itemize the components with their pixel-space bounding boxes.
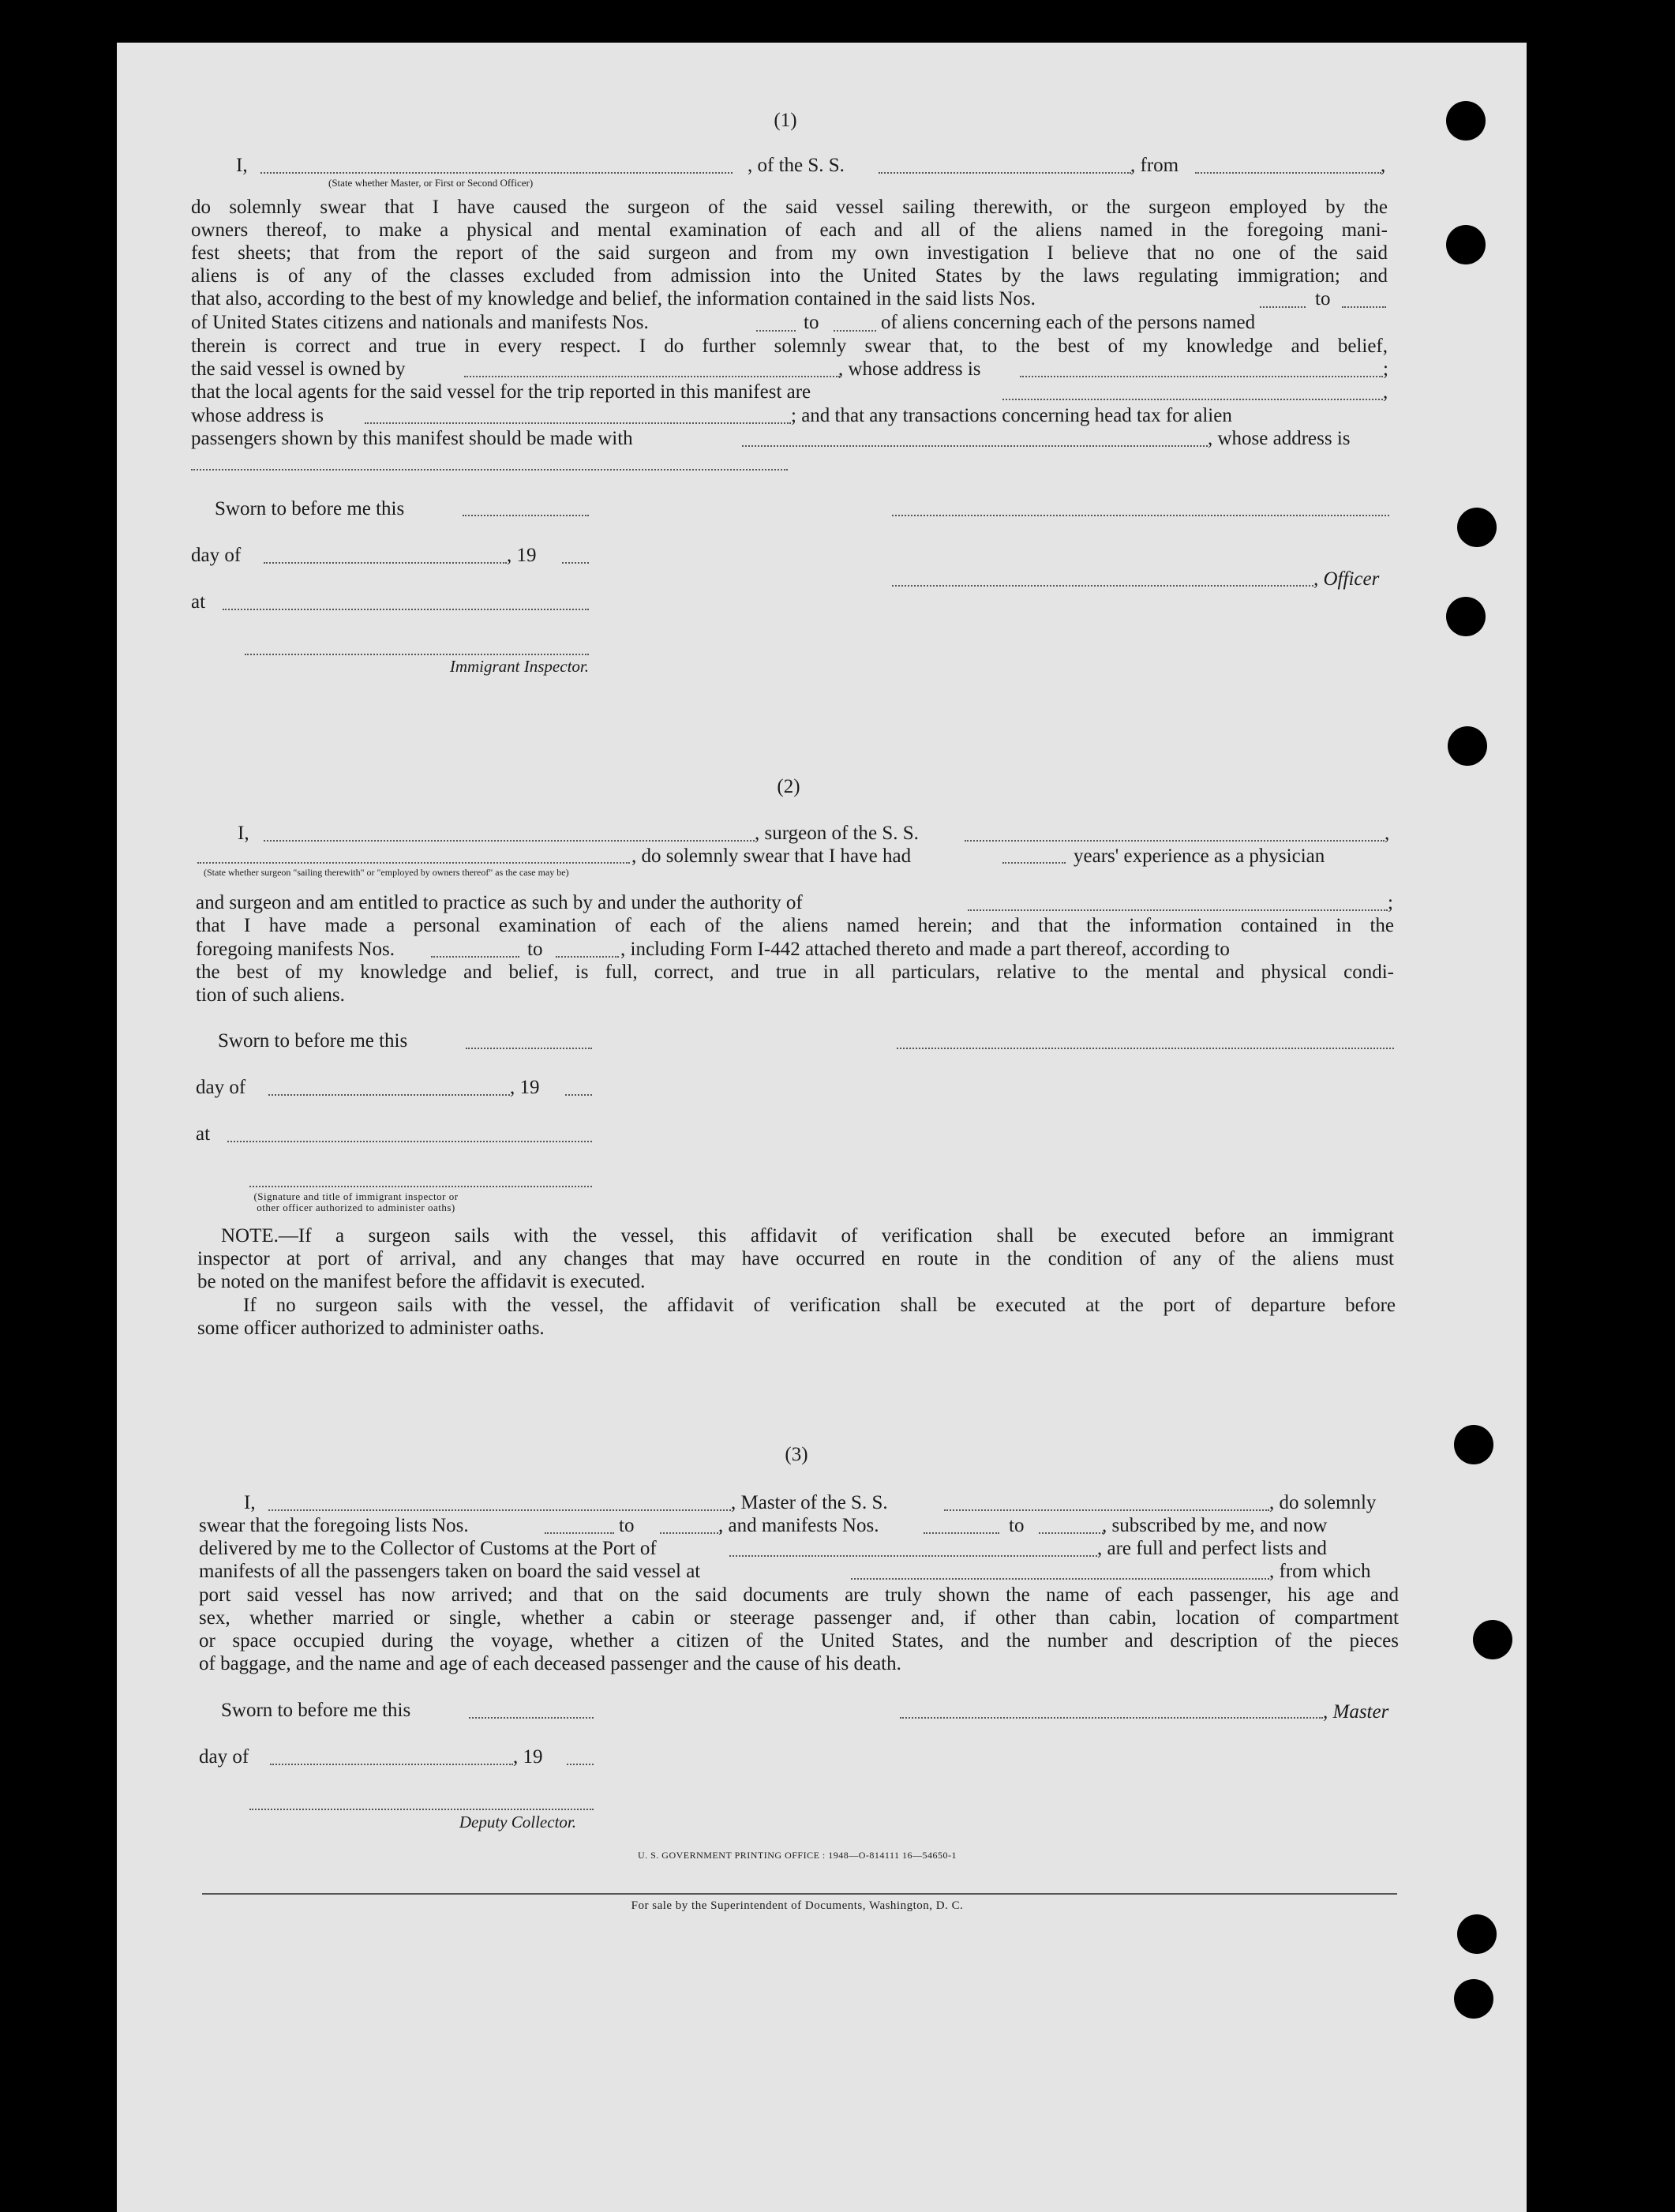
s2-line: that I have made a personal examination of each of the aliens named herein; and that the information contained in the [196,915,1394,936]
s2-note-line-end: be noted on the manifest before the affidavit is executed. [197,1271,646,1292]
s3-boarded-at-field[interactable] [851,1578,1269,1580]
s1-l5b: to [1315,288,1331,309]
s2-status-field[interactable] [197,862,630,864]
section-3-heading: (3) [785,1444,808,1465]
s1-manifests-to-field[interactable] [834,330,876,332]
s2-year-field[interactable] [565,1094,592,1096]
s2-l5a: foregoing manifests Nos. [196,939,395,960]
s2-note2-line: If no surgeon sails with the vessel, the affidavit of verification shall be executed at the port of departure before [243,1295,1396,1316]
punch-hole [1457,1914,1497,1954]
s1-day-of: day of [191,545,242,566]
s1-from: , from [1130,155,1179,176]
s1-officer-label: , Officer [1313,568,1380,590]
s1-comma: , [1381,155,1386,176]
s1-l11a: passengers shown by this manifest should be made with [191,428,633,449]
s3-line: sex, whether married or single, whether a cabin or steerage passenger and, if other than cabin, location of compartment [199,1607,1399,1629]
s3-line-end: of baggage, and the name and age of each deceased passenger and the cause of his death. [199,1653,901,1674]
s2-note-line: inspector at port of arrival, and any changes that may have occurred en route in the condition of any of the aliens must [197,1248,1394,1269]
s3-lists-from-field[interactable] [545,1532,614,1534]
s2-surgeon-of: , surgeon of the S. S. [755,823,919,844]
s3-collector-caption: Deputy Collector. [459,1813,576,1831]
s3-port-field[interactable] [729,1555,1097,1557]
s2-sig-caption: (Signature and title of immigrant inspector or [253,1190,459,1202]
s1-line: therein is correct and true in every respect. I do further solemnly swear that, to the best of my knowledge and belief, [191,336,1388,357]
punch-hole [1446,101,1486,141]
s1-inspector-caption: Immigrant Inspector. [449,657,589,676]
s1-line: owners thereof, to make a physical and mental examination of each and all of the aliens named in the foregoing mani- [191,219,1388,241]
s1-l5a: that also, according to the best of my knowledge and belief, the information contained in the said lists Nos. [191,288,1036,309]
s1-officer-signature-line[interactable] [892,515,1389,516]
s1-lists-to-field[interactable] [1342,306,1386,308]
s1-l10a: whose address is [191,405,324,426]
s3-l3b: , are full and perfect lists and [1097,1538,1327,1559]
s1-owner-field[interactable] [464,376,840,377]
s3-l2d: to [1009,1515,1025,1536]
s3-day-of: day of [199,1746,249,1768]
s1-l8c: ; [1383,358,1388,380]
s3-l2a: swear that the foregoing lists Nos. [199,1515,469,1536]
s1-ship-name-field[interactable] [879,172,1131,174]
s1-l9b: , [1383,381,1388,403]
punch-hole [1448,726,1487,766]
s3-year-field[interactable] [567,1764,594,1765]
s2-year: , 19 [510,1077,540,1098]
s1-l8b: , whose address is [838,358,981,380]
s2-l3b: ; [1388,892,1393,913]
s1-from-port-field[interactable] [1195,172,1381,174]
s3-l2b: to [619,1515,635,1536]
s2-month-field[interactable] [268,1094,510,1096]
s2-authority-field[interactable] [968,909,1388,911]
s2-l5c: , including Form I-442 attached thereto and made a part thereof, according to [620,939,1230,960]
s2-sworn: Sworn to before me this [218,1030,408,1052]
s2-sig-caption: other officer authorized to administer oaths) [257,1202,455,1213]
s1-year-field[interactable] [562,562,589,564]
s1-agents-address-field[interactable] [365,422,791,424]
section-2-heading: (2) [777,776,800,797]
s3-sworn-day-field[interactable] [469,1717,594,1719]
s2-at: at [196,1123,211,1145]
s3-line: or space occupied during the voyage, whether a citizen of the United States, and the number and description of the pieces [199,1630,1399,1652]
footer-rule [202,1893,1397,1895]
s1-owner-address-field[interactable] [1020,376,1383,377]
s3-ship-name-field[interactable] [944,1509,1269,1511]
s3-master-name-field[interactable] [268,1509,731,1511]
s2-surgeon-signature-line[interactable] [897,1048,1394,1049]
s1-manifests-from-field[interactable] [756,330,796,332]
s3-do-solemnly: , do solemnly [1269,1492,1377,1513]
s2-ship-name-field[interactable] [965,840,1385,842]
s1-sworn: Sworn to before me this [215,498,405,519]
s1-l9a: that the local agents for the said vessel for the trip reported in this manifest are [191,381,811,403]
s1-officer-title-line[interactable] [892,585,1313,587]
sale-notice: For sale by the Superintendent of Documents, Washington, D. C. [631,1899,964,1912]
s1-month-field[interactable] [264,562,507,564]
s1-officer-caption: (State whether Master, or First or Second Officer) [328,177,534,189]
s2-manifests-from-field[interactable] [431,956,519,958]
s2-note2-end: some officer authorized to administer oaths. [197,1318,545,1339]
s2-years-exp: years' experience as a physician [1074,845,1325,867]
s1-officer-name-field[interactable] [260,172,733,174]
s2-comma: , [1385,823,1390,844]
s2-l3a: and surgeon and am entitled to practice as such by and under the authority of [196,892,803,913]
s2-sworn-day-field[interactable] [466,1048,592,1049]
s3-l4a: manifests of all the passengers taken on board the said vessel at [199,1561,701,1582]
s2-swear-had: , do solemnly swear that I have had [631,845,912,867]
s3-collector-signature-line[interactable] [249,1809,594,1810]
s3-lists-to-field[interactable] [660,1532,721,1534]
s2-status-caption: (State whether surgeon "sailing therewith" or "employed by owners thereof" as the case may be) [204,867,569,878]
gpo-imprint: U. S. GOVERNMENT PRINTING OFFICE : 1948—O-814111 16—54650-1 [637,1850,957,1861]
s1-l10b: ; and that any transactions concerning head tax for alien [791,405,1232,426]
s1-at-place-field[interactable] [223,609,589,610]
punch-hole [1454,1979,1493,2019]
s2-at-place-field[interactable] [227,1141,592,1142]
s3-master-signature-line[interactable] [900,1717,1323,1719]
s3-sworn: Sworn to before me this [221,1700,411,1721]
s3-month-field[interactable] [270,1764,513,1765]
s3-master-of: , Master of the S. S. [731,1492,888,1513]
s2-line-end: tion of such aliens. [196,984,345,1006]
s1-at: at [191,591,206,613]
s3-l3a: delivered by me to the Collector of Customs at the Port of [199,1538,657,1559]
s3-l2c: , and manifests Nos. [718,1515,879,1536]
s1-headtax-field[interactable] [742,445,1208,447]
s1-l11b: , whose address is [1208,428,1351,449]
section-1-heading: (1) [774,110,797,131]
punch-hole [1473,1620,1512,1659]
s3-l2e: , subscribed by me, and now [1102,1515,1328,1536]
s1-l6a: of United States citizens and nationals and manifests Nos. [191,312,649,333]
s3-line: port said vessel has now arrived; and that on the said documents are truly shown the name of each passenger, his age and [199,1584,1399,1606]
s1-l8a: the said vessel is owned by [191,358,406,380]
s1-line: do solemnly swear that I have caused the surgeon of the said vessel sailing therewith, or the surgeon employed by the [191,197,1388,218]
s2-i: I, [238,823,249,844]
s2-inspector-signature-line[interactable] [249,1186,592,1187]
punch-hole [1454,1425,1493,1464]
s1-l6c: of aliens concerning each of the persons named [881,312,1256,333]
s1-line: fest sheets; that from the report of the said surgeon and from my own investigation I believe that no one of the said [191,242,1388,264]
punch-hole [1446,597,1486,636]
s2-manifests-to-field[interactable] [556,956,619,958]
s1-lists-from-field[interactable] [1260,306,1306,308]
s1-sworn-day-field[interactable] [463,515,589,516]
s2-day-of: day of [196,1077,246,1098]
s1-line: aliens is of any of the classes excluded from admission into the United States by the laws regulating immigration; and [191,265,1388,287]
s1-headtax-address-field[interactable] [191,469,788,471]
s2-l5b: to [527,939,543,960]
s2-note-line: NOTE.—If a surgeon sails with the vessel, this affidavit of verification shall be executed before an immigrant [221,1225,1394,1247]
s1-l6b: to [804,312,819,333]
s1-year: , 19 [507,545,537,566]
s3-i: I, [244,1492,256,1513]
s3-manifests-from-field[interactable] [924,1532,999,1534]
s3-year: , 19 [513,1746,543,1768]
s3-master-label: , Master [1323,1701,1389,1723]
s2-years-field[interactable] [1002,862,1066,864]
s1-of-ss: , of the S. S. [748,155,845,176]
punch-hole [1457,508,1497,547]
s3-l4b: , from which [1269,1561,1371,1582]
punch-hole [1446,225,1486,264]
s1-i: I, [236,155,248,176]
s2-surgeon-name-field[interactable] [264,840,755,842]
s2-line: the best of my knowledge and belief, is full, correct, and true in all particulars, relative to the mental and physical condi- [196,962,1394,983]
s3-manifests-to-field[interactable] [1039,1532,1104,1534]
s1-agents-field[interactable] [1002,399,1383,400]
